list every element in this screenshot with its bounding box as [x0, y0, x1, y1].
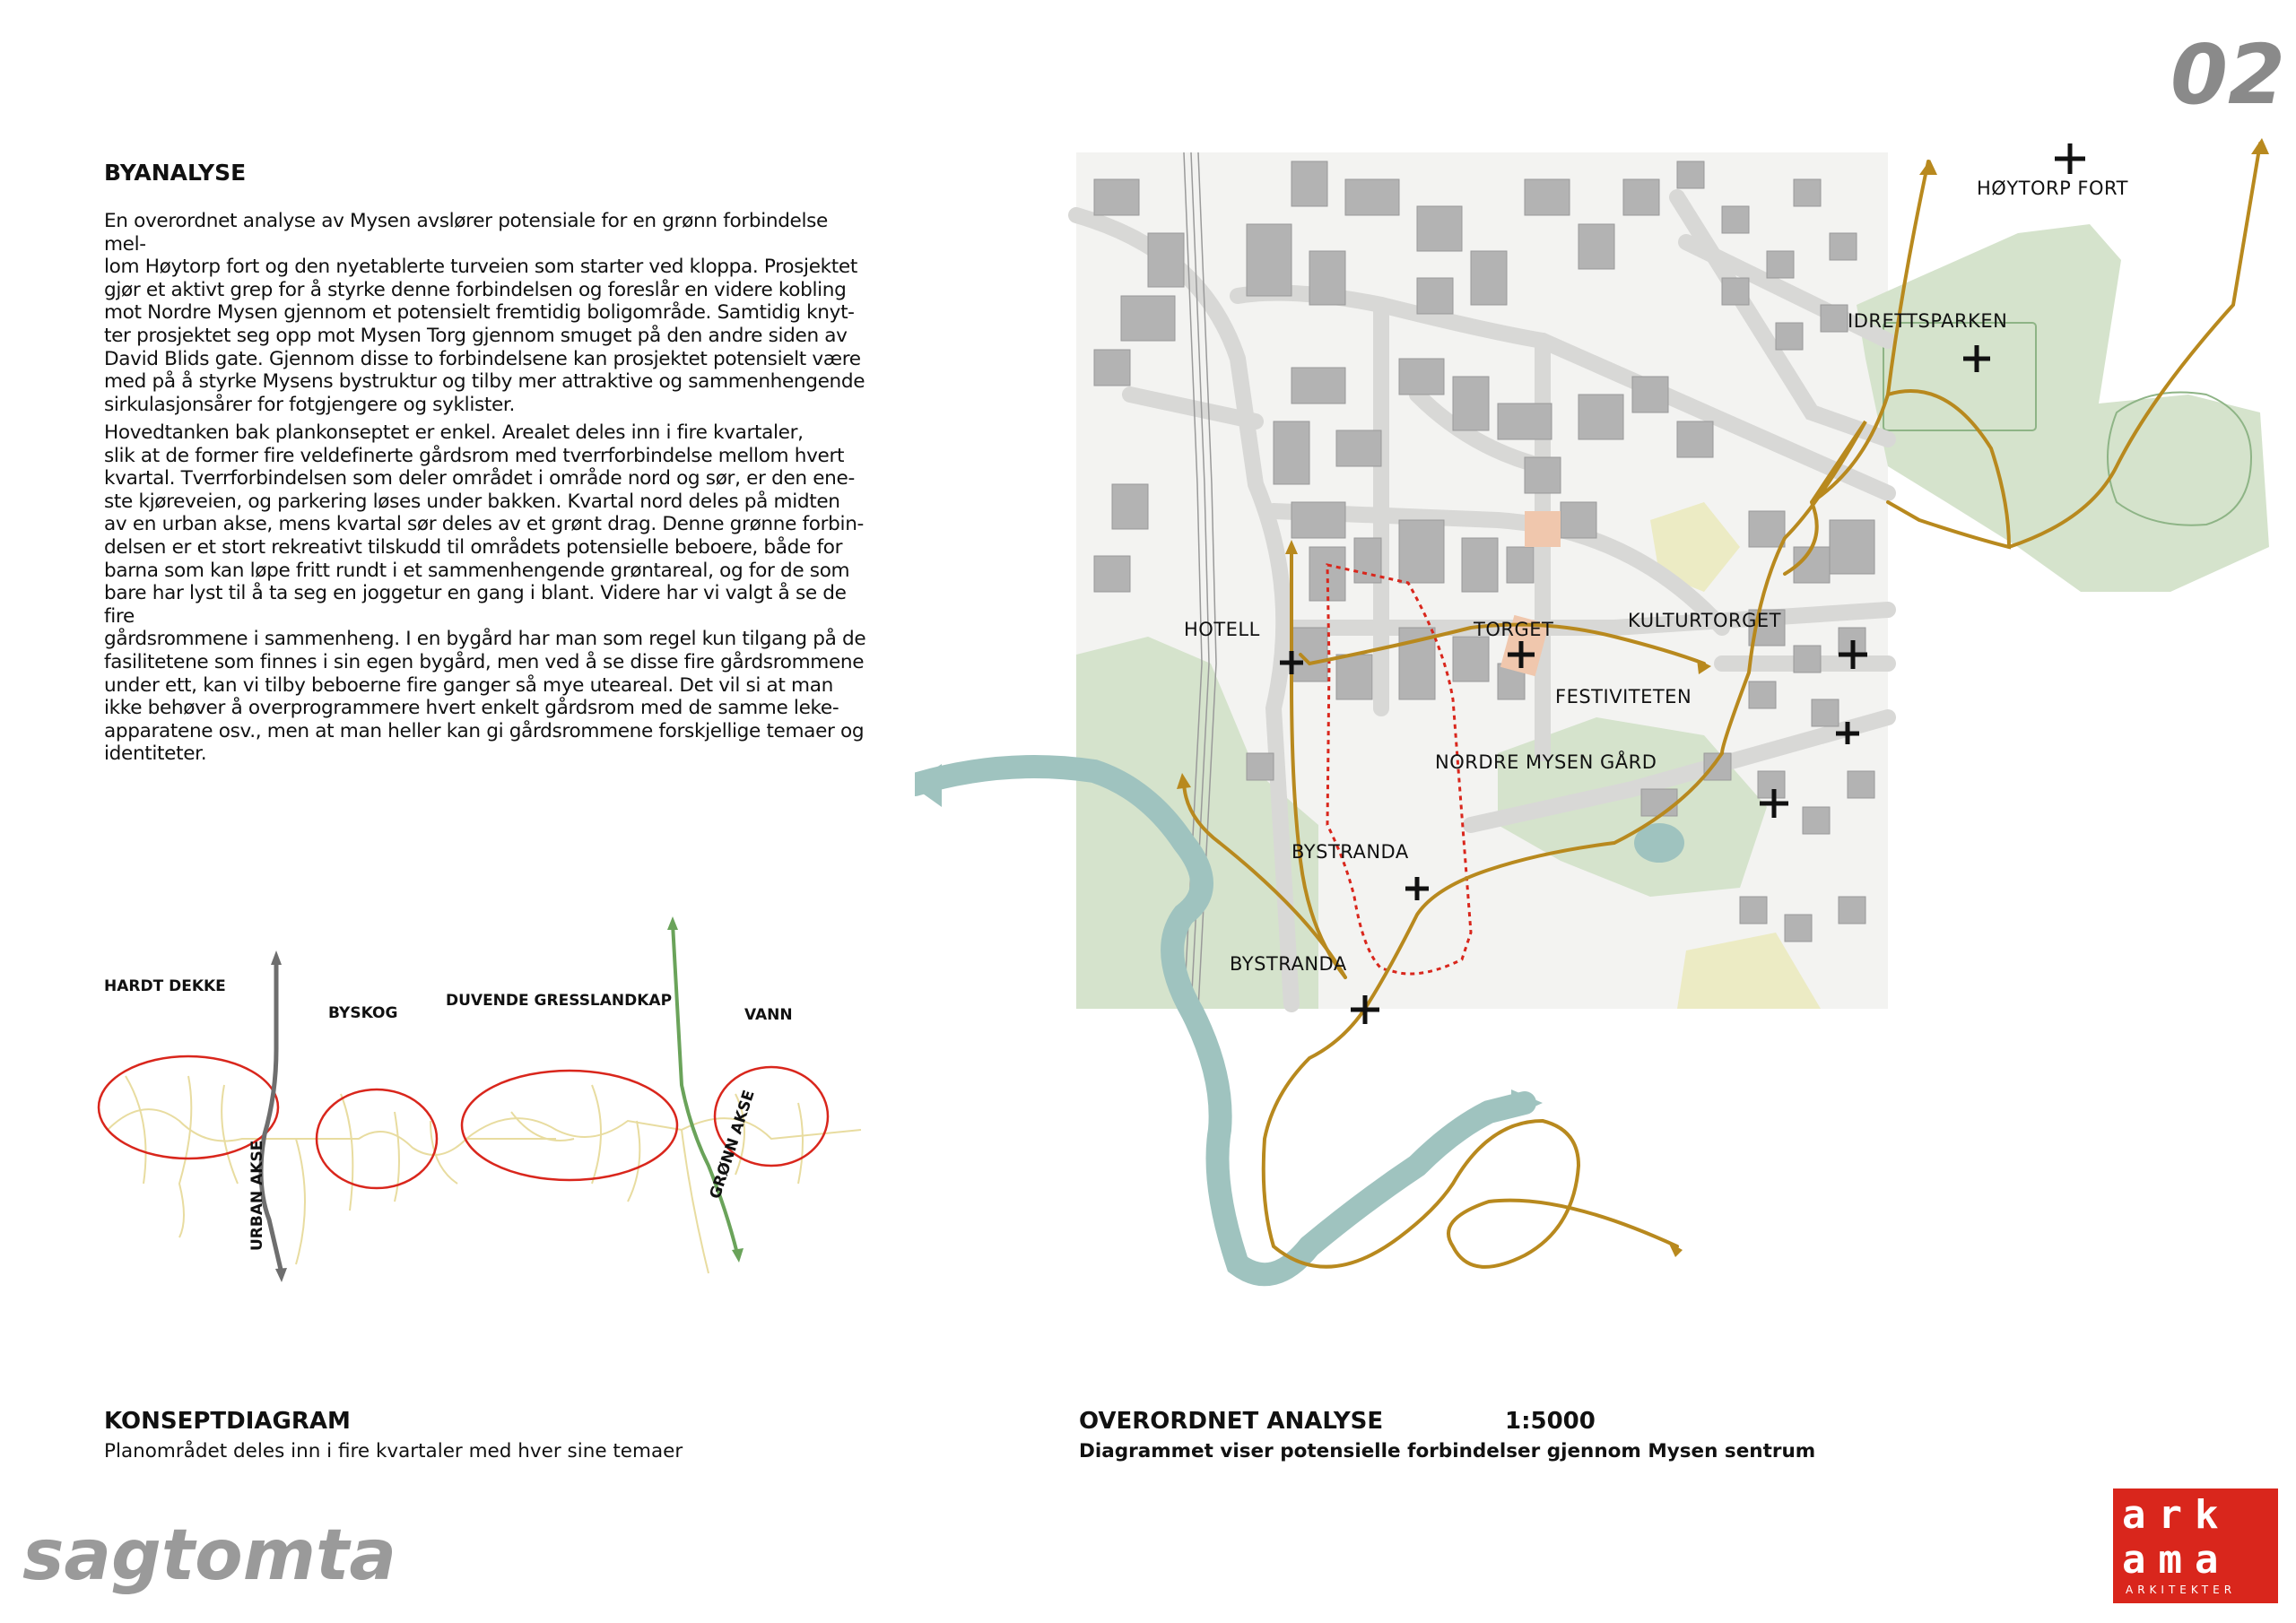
- arkama-logo: [2113, 1488, 2278, 1603]
- overordnet-analyse-subtitle: Diagrammet viser potensielle forbindelser gjennom Mysen sentrum: [1079, 1440, 1816, 1462]
- hoytorp-fort-label: HØYTORP FORT: [1977, 178, 2128, 199]
- bystranda-label-2: BYSTRANDA: [1230, 953, 1347, 975]
- map-scale: 1:5000: [1505, 1408, 1596, 1435]
- concept-diagram: [90, 915, 879, 1291]
- overview-map: [915, 126, 2287, 1318]
- page-number: 02: [2170, 27, 2286, 123]
- nordre-mysen-gard-label: NORDRE MYSEN GÅRD: [1435, 751, 1657, 773]
- hotell-label: HOTELL: [1184, 619, 1260, 640]
- duvende-gresslandkap-label: DUVENDE GRESSLANDKAP: [446, 992, 673, 1010]
- logo-line-2: ama: [2122, 1537, 2231, 1583]
- byanalyse-paragraph-2: Hovedtanken bak plankonseptet er enkel. Arealet deles inn i fire kvartaler, slik at de former fire veldefinerte gårdsrom med tverrforbindelse mellom hvert kvartal. Tverrforbindelsen som deler området i område nord og sør, er den ene- ste kjøreveien, og parkering løses under bakken. Kvartal nord deles på midten av en urban akse, mens kvartal sør deles av et grønt drag. Denne grønne forbin- delsen er et stort rekreativt tilskudd til områdets potensielle beboere, både for barna som kan løpe fritt rundt i et sammenhengende grøntareal, og for de som bare har lyst til å ta seg en joggetur en gang i blant. Videre har vi valgt å se de fire gårdsrommene i sammenheng. I en bygård har man som regel kun tilgang på de fasilitetene som finnes i sin egen bygård, men ved å se disse fire gårdsrommene under ett, kan vi tilby beboerne fire ganger så mye uteareal. Det vil si at man ikke behøver å overprogrammere hvert enkelt gårdsrom med de samme leke- apparatene osv., men at man heller kan gi gårdsrommene forskjellige temaer og identiteter.: [104, 421, 866, 766]
- torget-label: TORGET: [1474, 619, 1554, 640]
- byanalyse-paragraph-1: En overordnet analyse av Mysen avslører potensiale for en grønn forbindelse mel- lom Høytorp fort og den nyetablerte turveien som starter ved kloppa. Prosjektet gjør et aktivt grep for å styrke denne forbindelsen og foreslår en videre kobling mot Nordre Mysen gjennom et potensielt fremtidig boligområde. Samtidig knyt- ter prosjektet seg opp mot Mysen Torg gjennom smuget på den andre siden av David Blids gate. Gjennom disse to forbindelsene kan prosjektet potensielt være med på å styrke Mysens bystruktur og tilby mer attraktive og sammenhengende sirkulasjonsårer for fotgjengere og syklister.: [104, 210, 865, 416]
- vann-label: VANN: [744, 1006, 793, 1024]
- kulturtorget-label: KULTURTORGET: [1628, 610, 1781, 631]
- project-name: sagtomta: [22, 1515, 396, 1596]
- urban-akse-label: URBAN AKSE: [248, 1140, 266, 1251]
- logo-line-3: ARKITEKTER: [2126, 1584, 2237, 1596]
- gronn-akse-label: GRØNN AKSE: [706, 1088, 759, 1202]
- duvende-ellipse: [462, 1071, 677, 1180]
- byskog-label: BYSKOG: [328, 1004, 398, 1022]
- byanalyse-title: BYANALYSE: [104, 160, 247, 186]
- logo-line-1: ark: [2122, 1492, 2231, 1538]
- overview-map-drawing: [915, 126, 2287, 1318]
- plaza-square: [1525, 511, 1561, 547]
- bystranda-label-1: BYSTRANDA: [1292, 841, 1409, 863]
- festiviteten-label: FESTIVITETEN: [1555, 686, 1692, 707]
- green-axis: [667, 916, 744, 1263]
- konseptdiagram-title: KONSEPTDIAGRAM: [104, 1408, 351, 1435]
- overordnet-analyse-title: OVERORDNET ANALYSE: [1079, 1408, 1384, 1435]
- hardt-dekke-label: HARDT DEKKE: [104, 977, 226, 995]
- konseptdiagram-subtitle: Planområdet deles inn i fire kvartaler med hver sine temaer: [104, 1440, 683, 1462]
- idrettsparken-label: IDRETTSPARKEN: [1848, 310, 2008, 332]
- concept-diagram-drawing: [90, 915, 879, 1291]
- marker-hoytorp: [2055, 143, 2085, 174]
